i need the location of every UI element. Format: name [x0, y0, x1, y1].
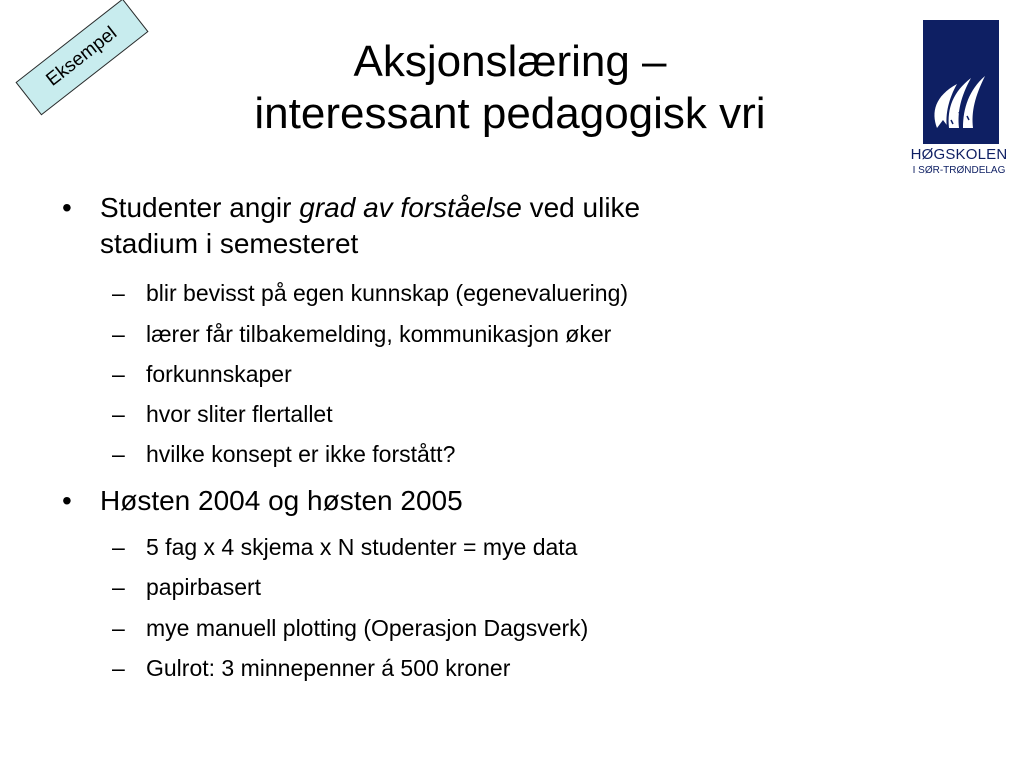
sub-bullet-item: – hvor sliter flertallet — [146, 400, 906, 428]
slide-title-line-1: Aksjonslæring – — [353, 37, 667, 86]
bullet-text-start: Studenter angir — [100, 192, 300, 223]
logo-subtitle: I SØR-TRØNDELAG — [912, 165, 1006, 176]
slide-title — [150, 36, 870, 140]
bullet-item — [100, 190, 720, 262]
sub-bullet-item: – Gulrot: 3 minnepenner á 500 kroner — [146, 654, 906, 682]
example-stamp-label: Eksempel — [42, 22, 122, 91]
sub-bullet-item: – lærer får tilbakemelding, kommunikasjon øker — [146, 320, 906, 348]
bullet-item: • Høsten 2004 og høsten 2005 — [100, 483, 720, 519]
logo-emblem — [923, 20, 999, 144]
sub-bullet-item: – mye manuell plotting (Operasjon Dagsverk) — [146, 614, 906, 642]
bullet-text-emphasis: grad av forståelse — [299, 192, 522, 223]
slide-title-line-2: interessant pedagogisk vri — [254, 89, 766, 138]
bullet-text-end: ved ulike stadium i semesteret — [100, 192, 641, 259]
example-stamp — [15, 0, 148, 115]
sub-bullet-item: – papirbasert — [146, 573, 906, 601]
sub-bullet-item: – blir bevisst på egen kunnskap (egenevaluering) — [146, 279, 906, 307]
logo-name: HØGSKOLEN — [910, 146, 1008, 163]
wing-icon — [923, 20, 999, 144]
sub-bullet-item: – hvilke konsept er ikke forstått? — [146, 440, 906, 468]
sub-bullet-item: – 5 fag x 4 skjema x N studenter = mye data — [146, 533, 906, 561]
sub-bullet-item: – forkunnskaper — [146, 360, 906, 388]
